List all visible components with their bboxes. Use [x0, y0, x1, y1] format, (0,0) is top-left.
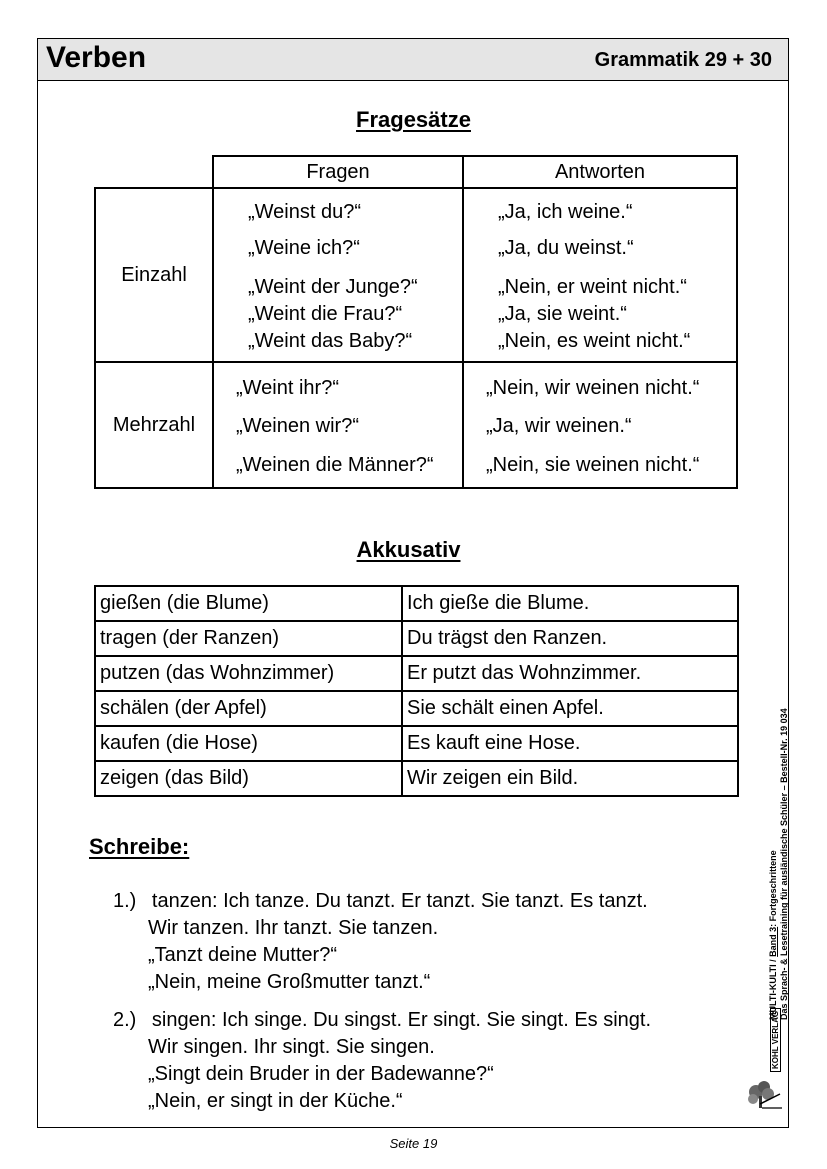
sidebar-line-2: Das Sprach- & Lesetraining für ausländische Schüler – Bestell-Nr. 19 034 — [779, 708, 789, 1020]
header-bar — [38, 39, 788, 81]
table-row — [95, 586, 738, 621]
exercise-line: „Nein, meine Großmutter tanzt.“ — [148, 971, 431, 993]
sentence-cell: Es kauft eine Hose. — [402, 726, 738, 761]
sidebar-credits — [768, 708, 790, 1020]
exercise-number: 1.) — [113, 890, 137, 912]
question-line: „Weint ihr?“ — [236, 377, 339, 399]
exercise-line: „Nein, er singt in der Küche.“ — [148, 1090, 403, 1112]
exercise-line: „Singt dein Bruder in der Badewanne?“ — [148, 1063, 494, 1085]
answer-line: „Ja, sie weint.“ — [498, 303, 627, 325]
exercise-item-2 — [113, 1007, 651, 1115]
verb-cell: gießen (die Blume) — [95, 586, 402, 621]
table-row — [95, 691, 738, 726]
accusative-table — [94, 585, 739, 797]
singular-questions-cell — [213, 188, 463, 362]
plural-questions-cell — [213, 362, 463, 488]
question-line: „Weinen die Männer?“ — [236, 454, 434, 476]
sentence-cell: Sie schält einen Apfel. — [402, 691, 738, 726]
exercise-title: Schreibe: — [89, 834, 190, 859]
table-row — [95, 761, 738, 796]
row-header-singular: Einzahl — [95, 188, 213, 362]
question-line: „Weint der Junge?“ — [248, 276, 418, 298]
sentence-cell: Er putzt das Wohnzimmer. — [402, 656, 738, 691]
row-header-plural: Mehrzahl — [95, 362, 213, 488]
answer-line: „Ja, wir weinen.“ — [486, 415, 632, 437]
page-subtitle: Grammatik 29 + 30 — [594, 49, 772, 71]
page-number: Seite 19 — [389, 1136, 438, 1151]
answer-line: „Ja, ich weine.“ — [498, 201, 633, 223]
question-line: „Weinen wir?“ — [236, 415, 359, 437]
verb-cell: tragen (der Ranzen) — [95, 621, 402, 656]
exercise-number: 2.) — [113, 1009, 137, 1031]
answer-line: „Nein, es weint nicht.“ — [498, 330, 691, 352]
answer-line: „Nein, er weint nicht.“ — [498, 276, 687, 298]
table-row — [95, 656, 738, 691]
plural-answers-cell — [463, 362, 737, 488]
answer-line: „Nein, wir weinen nicht.“ — [486, 377, 700, 399]
exercise-line: „Tanzt deine Mutter?“ — [148, 944, 337, 966]
publisher-logo — [744, 1010, 784, 1112]
answer-line: „Nein, sie weinen nicht.“ — [486, 454, 700, 476]
questions-title: Fragesätze — [356, 107, 471, 132]
table-corner — [95, 156, 213, 188]
answer-line: „Ja, du weinst.“ — [498, 237, 634, 259]
question-line: „Weine ich?“ — [248, 237, 360, 259]
tree-icon — [744, 1074, 784, 1114]
page-title: Verben — [46, 41, 147, 74]
exercise-line: tanzen: Ich tanze. Du tanzt. Er tanzt. Sie tanzt. Es tanzt. — [151, 890, 648, 912]
sentence-cell: Du trägst den Ranzen. — [402, 621, 738, 656]
table-row — [95, 621, 738, 656]
verb-cell: schälen (der Apfel) — [95, 691, 402, 726]
exercise-line: singen: Ich singe. Du singst. Er singt. Sie singt. Es singt. — [151, 1009, 652, 1031]
question-line: „Weint die Frau?“ — [248, 303, 403, 325]
verb-cell: kaufen (die Hose) — [95, 726, 402, 761]
verb-cell: putzen (das Wohnzimmer) — [95, 656, 402, 691]
exercise-item-1 — [113, 888, 648, 996]
column-header-answers: Antworten — [463, 156, 737, 188]
questions-table — [94, 155, 738, 489]
exercise-line: Wir tanzen. Ihr tanzt. Sie tanzen. — [148, 917, 439, 939]
verb-cell: zeigen (das Bild) — [95, 761, 402, 796]
table-row — [95, 726, 738, 761]
singular-answers-cell — [463, 188, 737, 362]
sidebar-line-1: MULTI-KULTI / Band 3: Fortgeschrittene — [768, 850, 778, 1020]
sentence-cell: Wir zeigen ein Bild. — [402, 761, 738, 796]
exercise-line: Wir singen. Ihr singt. Sie singen. — [148, 1036, 435, 1058]
question-line: „Weinst du?“ — [248, 201, 362, 223]
accusative-title: Akkusativ — [356, 537, 461, 562]
publisher-name: KOHL VERLAG — [770, 1008, 781, 1072]
question-line: „Weint das Baby?“ — [248, 330, 413, 352]
column-header-questions: Fragen — [213, 156, 463, 188]
sentence-cell: Ich gieße die Blume. — [402, 586, 738, 621]
